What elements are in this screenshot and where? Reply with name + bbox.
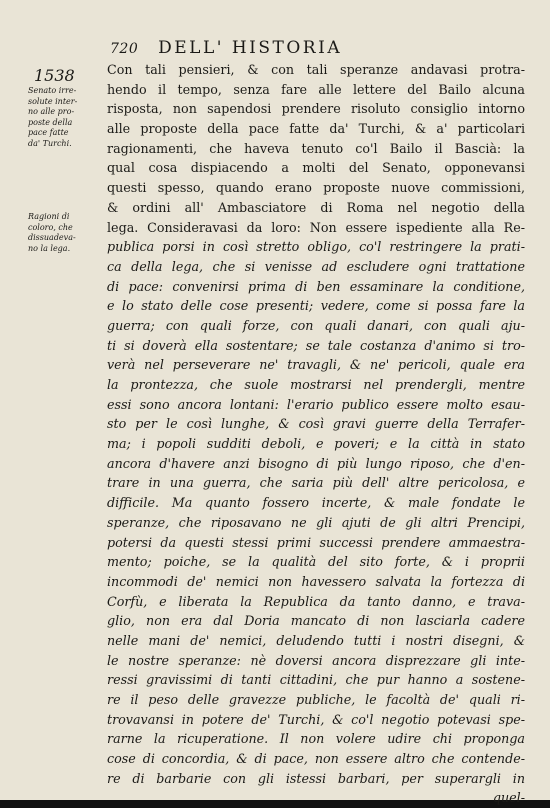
text-line: risposta, non sapendosi prendere risoluto consiglio intorno (107, 101, 525, 117)
text-line: ragionamenti, che haveva tenuto co'l Bailo il Bascià: la (107, 140, 525, 156)
text-line: ti si doverà ella sostentare; se tale costanza d'animo si tro- (107, 337, 525, 353)
text-line: incommodi de' nemici non havessero salvata la fortezza di (107, 573, 525, 589)
text-line: quel- (492, 790, 525, 806)
text-line: ca della lega, che si venisse ad escludere ogni trattatione (107, 258, 525, 274)
text-line: mento; poiche, se la qualità del sito forte, & i proprii (107, 554, 525, 570)
text-line: re il peso delle gravezze publiche, le facoltà de' quali ri- (107, 692, 525, 707)
text-line: ressi gravissimi di tanti cittadini, che pur hanno a sostene- (107, 672, 525, 688)
text-line: le nostre speranze: nè doversi ancora disprezzare gli inte- (107, 652, 525, 668)
text-line: di pace: convenirsi prima di ben essaminare la conditione, (107, 278, 525, 294)
margin-note-reasons: Ragioni di coloro, che dissuadeva-no la lega. (28, 212, 76, 253)
text-line: Con tali pensieri, & con tali speranze andavasi protra- (107, 62, 525, 77)
text-line: questi spesso, quando erano proposte nuove commissioni, (107, 180, 525, 196)
text-line: alle proposte della pace fatte da' Turchi, & a' particolari (107, 121, 525, 137)
text-line: publica porsi in così stretto obligo, co'l restringere la prati- (107, 239, 525, 255)
text-line: lega. Consideravasi da loro: Non essere ispediente alla Re- (107, 219, 525, 235)
page-number: 720 (110, 41, 139, 57)
text-line: trovavansi in potere de' Turchi, & co'l negotio potevasi spe- (107, 711, 525, 727)
text-line: ma; i popoli sudditi deboli, e poveri; e la città in stato (107, 436, 525, 452)
page-header (110, 38, 510, 58)
text-line: sto per le così lunghe, & così gravi guerre della Terrafer- (107, 416, 525, 432)
text-line: potersi da questi stessi primi successi prendere ammaestra- (107, 534, 525, 550)
text-line: re di barbarie con gli istessi barbari, per superargli in (107, 770, 525, 786)
text-line: rarne la ricuperatione. Il non volere udire chi proponga (107, 731, 525, 747)
text-line: e lo stato delle cose presenti; vedere, come si possa fare la (107, 298, 525, 314)
text-line: Corfù, e liberata la Republica da tanto danno, e trava- (107, 593, 525, 609)
text-line: glio, non era dal Doria mancato di non lasciarla cadere (107, 613, 525, 629)
running-title: DELL' HISTORIA (158, 38, 343, 58)
text-line: essi sono ancora lontani: l'erario publico essere molto esau- (107, 396, 525, 412)
text-line: verà nel perseverare ne' travagli, & ne' pericoli, quale era (107, 357, 525, 373)
text-line: la prontezza, che suole mostrarsi nel prendergli, mentre (107, 377, 525, 392)
text-line: trare in una guerra, che saria più dell' altre pericolosa, e (107, 475, 525, 491)
text-line: & ordini all' Ambasciatore di Roma nel negotio della (107, 199, 525, 215)
text-line: difficile. Ma quanto fossero incerte, & male fondate le (107, 495, 525, 511)
text-line: cose di concordia, & di pace, non essere altro che contende- (107, 751, 525, 767)
text-line: speranze, che riposavano ne gli ajuti de gli altri Prencipi, (107, 514, 525, 530)
margin-note-senate: Senato irre-solute inter-no alle pro-poste della pace fatte da' Turchi. (28, 86, 78, 148)
text-line: qual cosa dispiacendo a molti del Senato, opponevansi (107, 160, 525, 176)
text-line: guerra; con quali forze, con quali danari, con quali aju- (107, 317, 525, 333)
text-line: nelle mani de' nemici, deludendo tutti i nostri disegni, & (107, 632, 525, 648)
text-line: ancora d'havere anzi bisogno di più lungo riposo, che d'en- (107, 455, 525, 471)
body-text (107, 60, 525, 808)
text-line: hendo il tempo, senza fare alle lettere del Bailo alcuna (107, 81, 525, 97)
margin-year: 1538 (34, 66, 75, 85)
